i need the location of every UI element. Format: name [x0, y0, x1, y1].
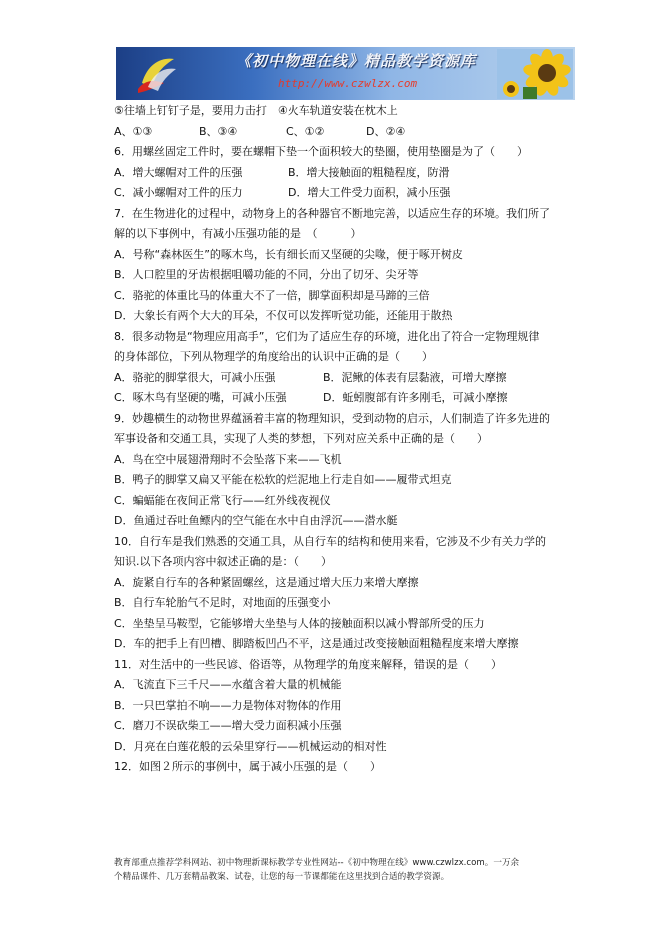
- option-d: D、②④: [366, 124, 406, 138]
- text-line: 9．妙趣横生的动物世界蕴涵着丰富的物理知识，受到动物的启示，人们制造了许多先进的: [114, 411, 550, 425]
- text-line: A．号称“森林医生”的啄木鸟，长有细长而又坚硬的尖喙，便于啄开树皮: [114, 247, 463, 261]
- text-line: A．飞流直下三千尺——水蕴含着大量的机械能: [114, 678, 342, 691]
- text-line: B．自行车轮胎气不足时，对地面的压强变小: [114, 596, 331, 609]
- option-a: A．骆驼的脚掌很大，可减小压强: [114, 370, 276, 384]
- text-line: D．车的把手上有凹槽、脚踏板凹凸不平，这是通过改变接触面粗糙程度来增大摩擦: [114, 637, 519, 650]
- text-line: D．鱼通过吞吐鱼鳔内的空气能在水中自由浮沉——潜水艇: [114, 514, 398, 527]
- option-b: B．泥鳅的体表有层黏液，可增大摩擦: [323, 370, 507, 384]
- option-c: C．减小螺帽对工件的压力: [114, 186, 243, 199]
- text-line: B．鸭子的脚掌又扁又平能在松软的烂泥地上行走自如——履带式坦克: [114, 473, 452, 486]
- option-c: C．啄木鸟有坚硬的嘴，可减小压强: [114, 391, 287, 404]
- text-line: A．鸟在空中展翅滑翔时不会坠落下来——飞机: [114, 452, 342, 466]
- banner-url[interactable]: http://www.czwlzx.com: [278, 77, 418, 90]
- options-q8-row1: [114, 368, 554, 389]
- option-b: B．增大接触面的粗糙程度，防滑: [288, 165, 450, 179]
- text-line: D．大象长有两个大大的耳朵，不仅可以发挥听觉功能，还能用于散热: [114, 309, 453, 322]
- text-line: D．月亮在白莲花般的云朵里穿行——机械运动的相对性: [114, 739, 387, 753]
- text-line: 7．在生物进化的过程中，动物身上的各种器官不断地完善，以适应生存的环境。我们所了: [114, 206, 550, 220]
- text-line: C．蝙蝠能在夜间正常飞行——红外线夜视仪: [114, 493, 331, 507]
- text-line: 11．对生活中的一些民谚、俗语等，从物理学的角度来解释，错误的是（ ）: [114, 657, 502, 671]
- options-q5: [114, 122, 554, 143]
- logo-icon: [134, 53, 180, 95]
- sunflower-icon: [497, 49, 573, 99]
- options-q6-row2: [114, 183, 554, 204]
- text-line: B．人口腔里的牙齿根据咀嚼功能的不同，分出了切牙、尖牙等: [114, 268, 419, 281]
- text-line: C．磨刀不误砍柴工——增大受力面积减小压强: [114, 719, 342, 732]
- option-d: D．增大工件受力面积，减小压强: [288, 186, 451, 199]
- banner-title: 《初中物理在线》精品教学资源库: [236, 52, 477, 70]
- footer-line: 教育部重点推荐学科网站、初中物理新课标教学专业性网站--《初中物理在线》www.czwlzx.com。一万余: [114, 858, 520, 868]
- text-line: 6．用螺丝固定工件时，要在螺帽下垫一个面积较大的垫圈，使用垫圈是为了（ ）: [114, 145, 528, 158]
- footer-line: 个精品课件、几万套精品教案、试卷，让您的每一节课都能在这里找到合适的教学资源。: [114, 872, 450, 882]
- option-d: D．蚯蚓腹部有许多刚毛，可减小摩擦: [323, 391, 508, 404]
- option-c: C、①②: [286, 124, 325, 138]
- text-line: C．坐垫呈马鞍型，它能够增大坐垫与人体的接触面积以减小臀部所受的压力: [114, 616, 485, 630]
- text-line: 8．很多动物是“物理应用高手”，它们为了适应生存的环境，进化出了符合一定物理规律: [114, 329, 540, 343]
- text-line: A．旋紧自行车的各种紧固螺丝，这是通过增大压力来增大摩擦: [114, 575, 419, 589]
- text-line: 军事设备和交通工具，实现了人类的梦想，下列对应关系中正确的是（ ）: [114, 432, 488, 445]
- text-line: 10．自行车是我们熟悉的交通工具，从自行车的结构和使用来看，它涉及不少有关力学的: [114, 534, 546, 548]
- question-body: [114, 101, 554, 778]
- text-line: 知识.以下各项内容中叙述正确的是：（ ）: [114, 555, 332, 568]
- text-line: 的身体部位，下列从物理学的角度给出的认识中正确的是（ ）: [114, 350, 433, 363]
- header-banner: [116, 47, 575, 100]
- text-line: 12．如图２所示的事例中，属于减小压强的是（ ）: [114, 760, 381, 773]
- option-a: A、①③: [114, 124, 153, 138]
- options-q8-row2: [114, 388, 554, 409]
- option-b: B、③④: [199, 124, 238, 138]
- text-line: B．一只巴掌拍不响——力是物体对物体的作用: [114, 698, 342, 712]
- page-footer: [114, 856, 564, 884]
- text-line: 解的以下事例中，有减小压强功能的是 （ ）: [114, 227, 362, 240]
- text-line: C．骆驼的体重比马的体重大不了一倍，脚掌面积却是马蹄的三倍: [114, 288, 430, 302]
- option-a: A．增大螺帽对工件的压强: [114, 165, 243, 179]
- options-q6-row1: [114, 163, 554, 184]
- text-line: ⑤往墙上钉钉子是，要用力击打 ④火车轨道安装在枕木上: [114, 104, 398, 117]
